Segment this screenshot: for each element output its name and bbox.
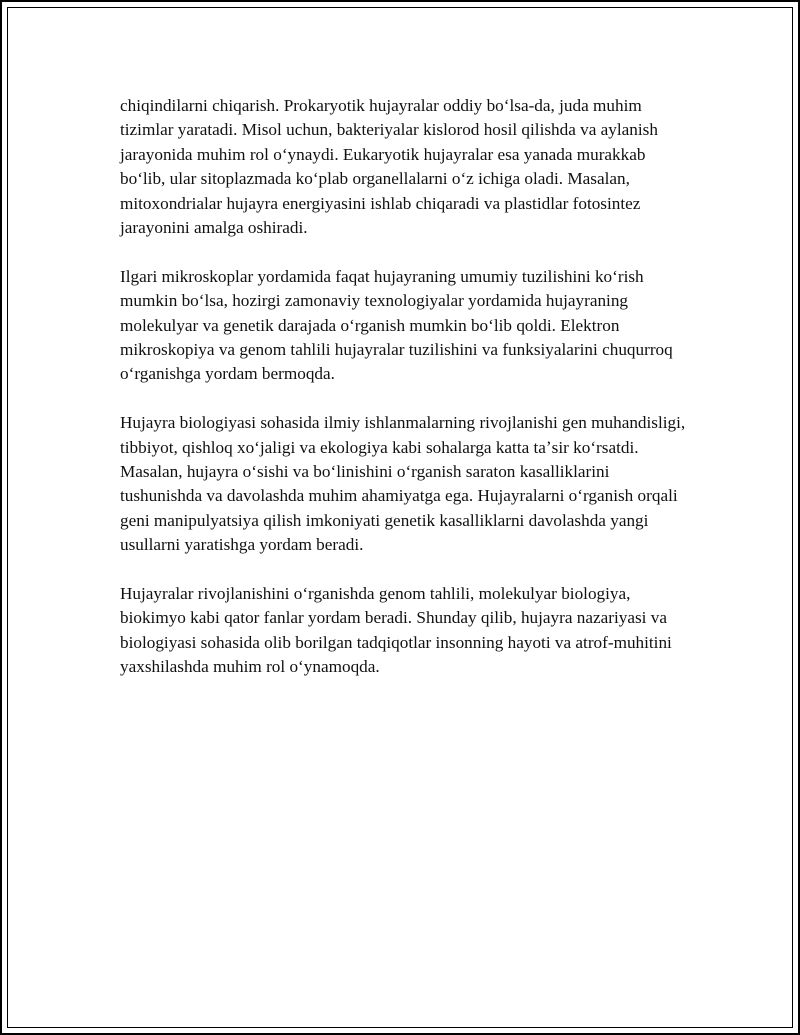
paragraph-3: Hujayra biologiyasi sohasida ilmiy ishlanmalarning rivojlanishi gen muhandisligi, tibbiyot, qishloq xoʻjaligi va ekologiya kabi sohalarga katta taʼsir koʻrsatdi. Masalan, hujayra oʻsishi va boʻlinishini oʻrganish saraton kasalliklarini tushunishda va davolashda muhim ahamiyatga ega. Hujayralarni oʻrganish orqali geni manipulyatsiya qilish imkoniyati genetik kasalliklarni davolashda yangi usullarni yaratishga yordam beradi.: [120, 413, 686, 555]
document-body: [120, 94, 692, 704]
paragraph-4: Hujayralar rivojlanishini oʻrganishda genom tahlili, molekulyar biologiya, biokimyo kabi qator fanlar yordam beradi. Shunday qilib, hujayra nazariyasi va biologiyasi sohasida olib borilgan tadqiqotlar insonning hayoti va atrof-muhitini yaxshilashda muhim rol oʻynamoqda.: [120, 584, 672, 677]
paragraph-2: Ilgari mikroskoplar yordamida faqat hujayraning umumiy tuzilishini koʻrish mumkin boʻlsa, hozirgi zamonaviy texnologiyalar yordamida hujayraning molekulyar va genetik darajada oʻrganish mumkin boʻlib qoldi. Elektron mikroskopiya va genom tahlili hujayralar tuzilishini va funksiyalarini chuqurroq oʻrganishga yordam bermoqda.: [120, 266, 673, 384]
paragraph-1: chiqindilarni chiqarish. Prokaryotik hujayralar oddiy boʻlsa-da, juda muhim tizimlar yaratadi. Misol uchun, bakteriyalar kislorod hosil qilishda va aylanish jarayonida muhim rol oʻynaydi. Eukaryotik hujayralar esa yanada murakkab boʻlib, ular sitoplazmada koʻplab organellalarni oʻz ichiga oladi. Masalan, mitoxondrialar hujayra energiyasini ishlab chiqaradi va plastidlar fotosintez jarayonini amalga oshiradi.: [120, 96, 658, 238]
